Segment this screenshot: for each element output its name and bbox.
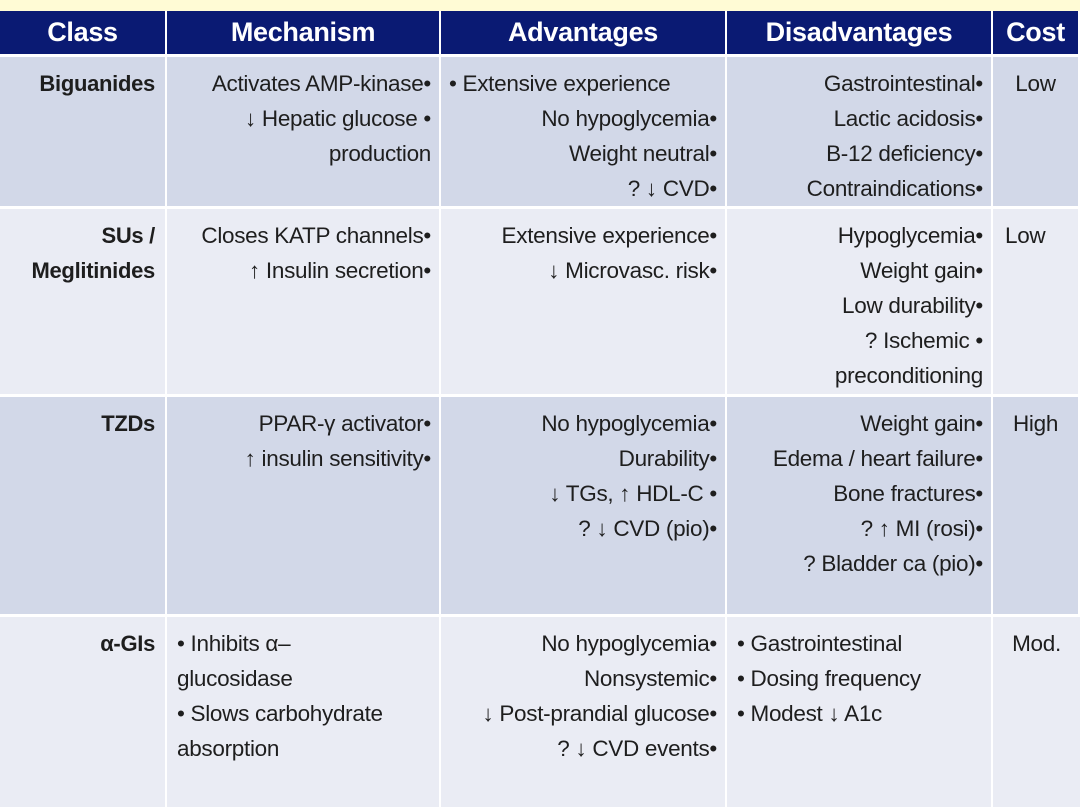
class-label: SUs / — [101, 223, 155, 248]
advantage-line: ? ↓ CVD events• — [557, 736, 717, 761]
disadvantage-line: preconditioning — [834, 363, 983, 388]
disadvantage-line: Edema / heart failure• — [772, 446, 983, 471]
header-disadvantages: Disadvantages — [727, 11, 993, 57]
mechanism-line: ↑ Insulin secretion• — [249, 258, 431, 283]
row-sus-advantages — [441, 209, 727, 397]
mechanism-line: absorption — [177, 736, 280, 761]
row-biguanides-class — [0, 57, 167, 209]
row-agis-advantages — [441, 617, 727, 810]
advantage-line: Nonsystemic• — [583, 666, 717, 691]
mechanism-line: • Slows carbohydrate — [177, 701, 383, 726]
disadvantage-line: Contraindications• — [806, 176, 983, 201]
class-label: Meglitinides — [31, 258, 155, 283]
advantage-line: ? ↓ CVD (pio)• — [578, 516, 717, 541]
advantage-line: Durability• — [618, 446, 717, 471]
advantage-line: ? ↓ CVD• — [627, 176, 717, 201]
advantage-line: No hypoglycemia• — [541, 631, 717, 656]
row-agis-cost: Mod. — [993, 617, 1080, 810]
mechanism-line: ↓ Hepatic glucose • — [244, 106, 431, 131]
row-agis-class — [0, 617, 167, 810]
row-biguanides-disadvantages — [727, 57, 993, 209]
drug-comparison-table — [0, 11, 1080, 810]
header-class: Class — [0, 11, 167, 57]
mechanism-line: glucosidase — [177, 666, 293, 691]
row-tzds-mechanism — [167, 397, 441, 617]
row-agis-disadvantages — [727, 617, 993, 810]
disadvantage-line: Weight gain• — [860, 411, 983, 436]
class-label: α-GIs — [100, 631, 155, 656]
row-tzds-disadvantages — [727, 397, 993, 617]
mechanism-line: production — [328, 141, 431, 166]
advantage-line: No hypoglycemia• — [541, 411, 717, 436]
mechanism-line: Activates AMP-kinase• — [211, 71, 431, 96]
header-mechanism: Mechanism — [167, 11, 441, 57]
class-label: Biguanides — [39, 71, 155, 96]
disadvantage-line: • Gastrointestinal — [737, 631, 903, 656]
row-biguanides-cost: Low — [993, 57, 1080, 209]
header-cost: Cost — [993, 11, 1080, 57]
row-sus-class — [0, 209, 167, 397]
row-tzds-class — [0, 397, 167, 617]
row-agis-mechanism — [167, 617, 441, 810]
disadvantage-line: ? Bladder ca (pio)• — [803, 551, 983, 576]
row-sus-cost: Low — [993, 209, 1080, 397]
advantage-line: ↓ Microvasc. risk• — [548, 258, 717, 283]
advantage-line: ↓ Post-prandial glucose• — [482, 701, 717, 726]
disadvantage-line: • Modest ↓ A1c — [737, 701, 882, 726]
disadvantage-line: Weight gain• — [860, 258, 983, 283]
row-tzds-advantages — [441, 397, 727, 617]
disadvantage-line: ? Ischemic • — [864, 328, 983, 353]
disadvantage-line: Hypoglycemia• — [837, 223, 983, 248]
row-biguanides-advantages — [441, 57, 727, 209]
row-tzds-cost: High — [993, 397, 1080, 617]
row-biguanides-mechanism — [167, 57, 441, 209]
disadvantage-line: Bone fractures• — [833, 481, 983, 506]
mechanism-line: • Inhibits α– — [177, 631, 291, 656]
advantage-line: • Extensive experience — [449, 71, 671, 96]
disadvantage-line: B-12 deficiency• — [826, 141, 983, 166]
disadvantage-line: ? ↑ MI (rosi)• — [860, 516, 983, 541]
disadvantage-line: Low durability• — [842, 293, 983, 318]
disadvantage-line: Gastrointestinal• — [823, 71, 983, 96]
disadvantage-line: Lactic acidosis• — [833, 106, 983, 131]
disadvantage-line: • Dosing frequency — [737, 666, 921, 691]
advantage-line: Weight neutral• — [568, 141, 717, 166]
class-label: TZDs — [101, 411, 155, 436]
advantage-line: ↓ TGs, ↑ HDL-C • — [549, 481, 717, 506]
mechanism-line: PPAR-γ activator• — [258, 411, 431, 436]
header-advantages: Advantages — [441, 11, 727, 57]
advantage-line: No hypoglycemia• — [541, 106, 717, 131]
mechanism-line: Closes KATP channels• — [201, 223, 431, 248]
row-sus-disadvantages — [727, 209, 993, 397]
advantage-line: Extensive experience• — [501, 223, 717, 248]
mechanism-line: ↑ insulin sensitivity• — [244, 446, 431, 471]
row-sus-mechanism — [167, 209, 441, 397]
